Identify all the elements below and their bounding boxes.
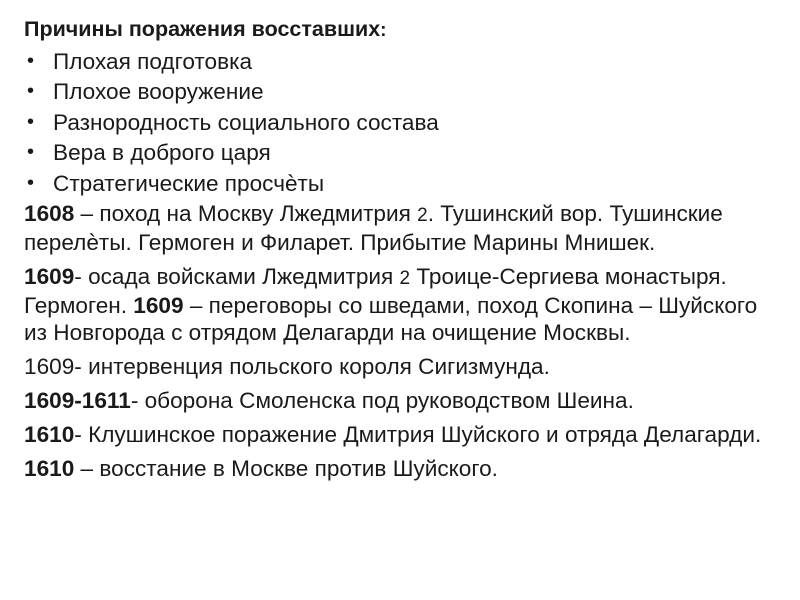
event-text: - Клушинское поражение Дмитрия Шуйского и отряда Делагарди. xyxy=(74,422,762,447)
reason-text: Вера в доброго царя xyxy=(53,140,271,165)
event-text: . Тушинский вор. Тушинские перелѐты. Гермоген и Филарет. Прибытие Марины Мнишек. xyxy=(24,201,723,255)
event-year: 1609 xyxy=(24,264,75,289)
reason-text: Плохая подготовка xyxy=(53,48,253,74)
event-number: 2 xyxy=(417,205,428,226)
event-year: 1609 xyxy=(24,354,75,379)
event-paragraph-1609-siege xyxy=(24,263,776,346)
bullet-icon: • xyxy=(27,49,35,72)
event-text: – переговоры со шведами, поход Скопина – Шуйского из Новгорода с отрядом Делагарди на очищение Москвы. xyxy=(24,293,758,345)
reason-text: Разнородность социального состава xyxy=(53,109,439,135)
bullet-icon: • xyxy=(27,110,35,133)
event-paragraph-1609-1611 xyxy=(24,387,776,414)
reason-text: Плохое вооружение xyxy=(53,79,264,104)
heading-colon: : xyxy=(380,20,387,41)
bullet-icon: • xyxy=(27,141,35,163)
event-number: 2 xyxy=(399,268,411,289)
bullet-icon: • xyxy=(27,80,35,102)
event-year: 1609-1611 xyxy=(24,388,131,413)
event-paragraph-1610-uprising xyxy=(24,455,776,482)
slide-content xyxy=(24,16,776,489)
reason-text: Стратегические просчѐты xyxy=(53,170,325,196)
event-text: - осада войсками Лжедмитрия xyxy=(74,264,400,289)
event-text: - интервенция польского короля Сигизмунда. xyxy=(74,354,550,379)
list-item xyxy=(24,78,776,105)
event-paragraph-1609-intervention xyxy=(24,353,776,380)
reasons-list xyxy=(24,48,776,197)
event-text: – восстание в Москве против Шуйского. xyxy=(74,456,498,481)
reasons-heading xyxy=(24,16,776,44)
heading-text: Причины поражения восставших xyxy=(24,17,381,41)
event-text: - оборона Смоленска под руководством Шеина. xyxy=(130,388,634,413)
event-paragraph-1610-klushino xyxy=(24,421,776,448)
bullet-icon: • xyxy=(27,171,35,194)
list-item xyxy=(24,109,776,136)
list-item xyxy=(24,139,776,166)
event-year: 1610 xyxy=(24,456,75,481)
event-year: 1610 xyxy=(24,422,75,447)
event-text: – поход на Москву Лжедмитрия xyxy=(74,201,418,226)
list-item xyxy=(24,48,776,75)
event-year: 1609 xyxy=(133,293,184,318)
list-item xyxy=(24,170,776,197)
event-year: 1608 xyxy=(24,201,75,226)
event-text: Троице-Сергиева монастыря. Гермоген. xyxy=(24,264,727,318)
event-paragraph-1608 xyxy=(24,200,776,256)
